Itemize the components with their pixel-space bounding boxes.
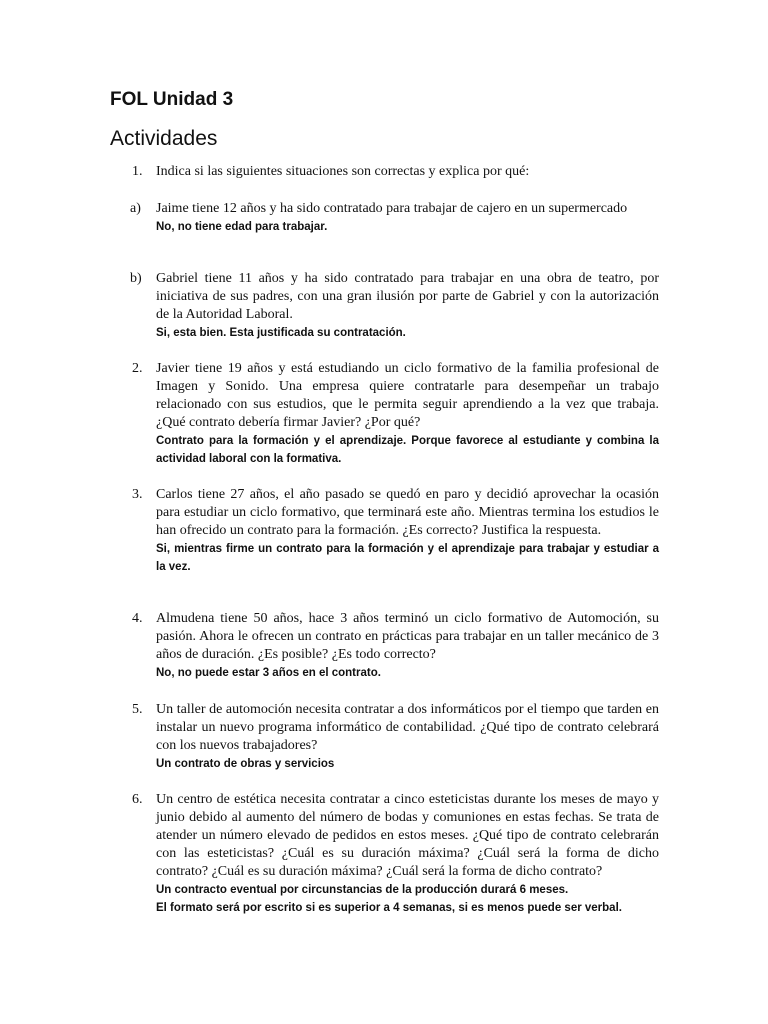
question-text: Un taller de automoción necesita contratar a dos informáticos por el tiempo que tarden en instalar un nuevo programa informático de contabilidad. ¿Qué tipo de contrato celebrará con los nuevos trabajadores? bbox=[156, 702, 659, 753]
answer-text: No, no tiene edad para trabajar. bbox=[156, 221, 328, 233]
section-heading: Actividades bbox=[110, 127, 218, 150]
list-item bbox=[110, 791, 659, 917]
item-marker: 1. bbox=[132, 164, 143, 179]
question-text: Almudena tiene 50 años, hace 3 años terminó un ciclo formativo de Automoción, su pasión. Ahora le ofrecen un contrato en prácticas para trabajar en un taller mecánico de 3 años de duración. ¿Es posible? ¿Es todo correcto? bbox=[156, 611, 659, 662]
question-text: Gabriel tiene 11 años y ha sido contratado para trabajar en una obra de teatro, por iniciativa de sus padres, con una gran ilusión por parte de Gabriel y con la autorización de la Autoridad Laboral. bbox=[156, 271, 659, 322]
answer-text-2: El formato será por escrito si es superior a 4 semanas, si es menos puede ser verbal. bbox=[156, 902, 622, 914]
list-item bbox=[110, 270, 659, 342]
question-text: Un centro de estética necesita contratar a cinco esteticistas durante los meses de mayo y junio debido al aumento del número de bodas y comuniones en estas fechas. Se trata de atender un número elevado de pedidos en estos meses. ¿Qué tipo de contrato celebrarán con las esteticistas? ¿Cuál es su duración máxima? ¿Cuál será la forma de dicho contrato? ¿Cuál es su duración máxima? ¿Cuál será la forma de dicho contrato? bbox=[156, 792, 659, 879]
item-marker: 2. bbox=[132, 361, 143, 376]
list-item bbox=[110, 610, 659, 682]
item-marker: 4. bbox=[132, 611, 143, 626]
answer-text: Un contrato de obras y servicios bbox=[156, 758, 335, 770]
item-marker: a) bbox=[130, 201, 141, 216]
answer-text: Si, esta bien. Esta justificada su contratación. bbox=[156, 327, 406, 339]
item-marker: 6. bbox=[132, 792, 143, 807]
answer-text: Si, mientras firme un contrato para la formación y el aprendizaje para trabajar y estudiar a la vez. bbox=[156, 543, 659, 573]
answer-text: Contrato para la formación y el aprendizaje. Porque favorece al estudiante y combina la actividad laboral con la formativa. bbox=[156, 435, 659, 465]
answer-text: No, no puede estar 3 años en el contrato. bbox=[156, 667, 381, 679]
question-text: Javier tiene 19 años y está estudiando un ciclo formativo de la familia profesional de Imagen y Sonido. Una empresa quiere contratarle para desempeñar un trabajo relacionado con sus estudios, que le permita seguir aprendiendo a la vez que trabaja. ¿Qué contrato debería firmar Javier? ¿Por qué? bbox=[156, 361, 659, 430]
question-text: Carlos tiene 27 años, el año pasado se quedó en paro y decidió aprovechar la ocasión para estudiar un ciclo formativo, que terminará este año. Mientras termina los estudios le han ofrecido un contrato para la formación. ¿Es correcto? Justifica la respuesta. bbox=[156, 487, 659, 538]
item-marker: 3. bbox=[132, 487, 143, 502]
list-item bbox=[110, 360, 659, 468]
document-title: FOL Unidad 3 bbox=[110, 89, 234, 110]
question-text: Indica si las siguientes situaciones son correctas y explica por qué: bbox=[156, 164, 530, 179]
question-text: Jaime tiene 12 años y ha sido contratado para trabajar de cajero en un supermercado bbox=[156, 201, 628, 216]
answer-text: Un contracto eventual por circunstancias de la producción durará 6 meses. bbox=[156, 884, 569, 896]
list-item bbox=[110, 163, 659, 181]
item-marker: b) bbox=[130, 271, 142, 286]
list-item bbox=[110, 486, 659, 576]
item-marker: 5. bbox=[132, 702, 143, 717]
list-item bbox=[110, 200, 659, 236]
list-item bbox=[110, 701, 659, 773]
